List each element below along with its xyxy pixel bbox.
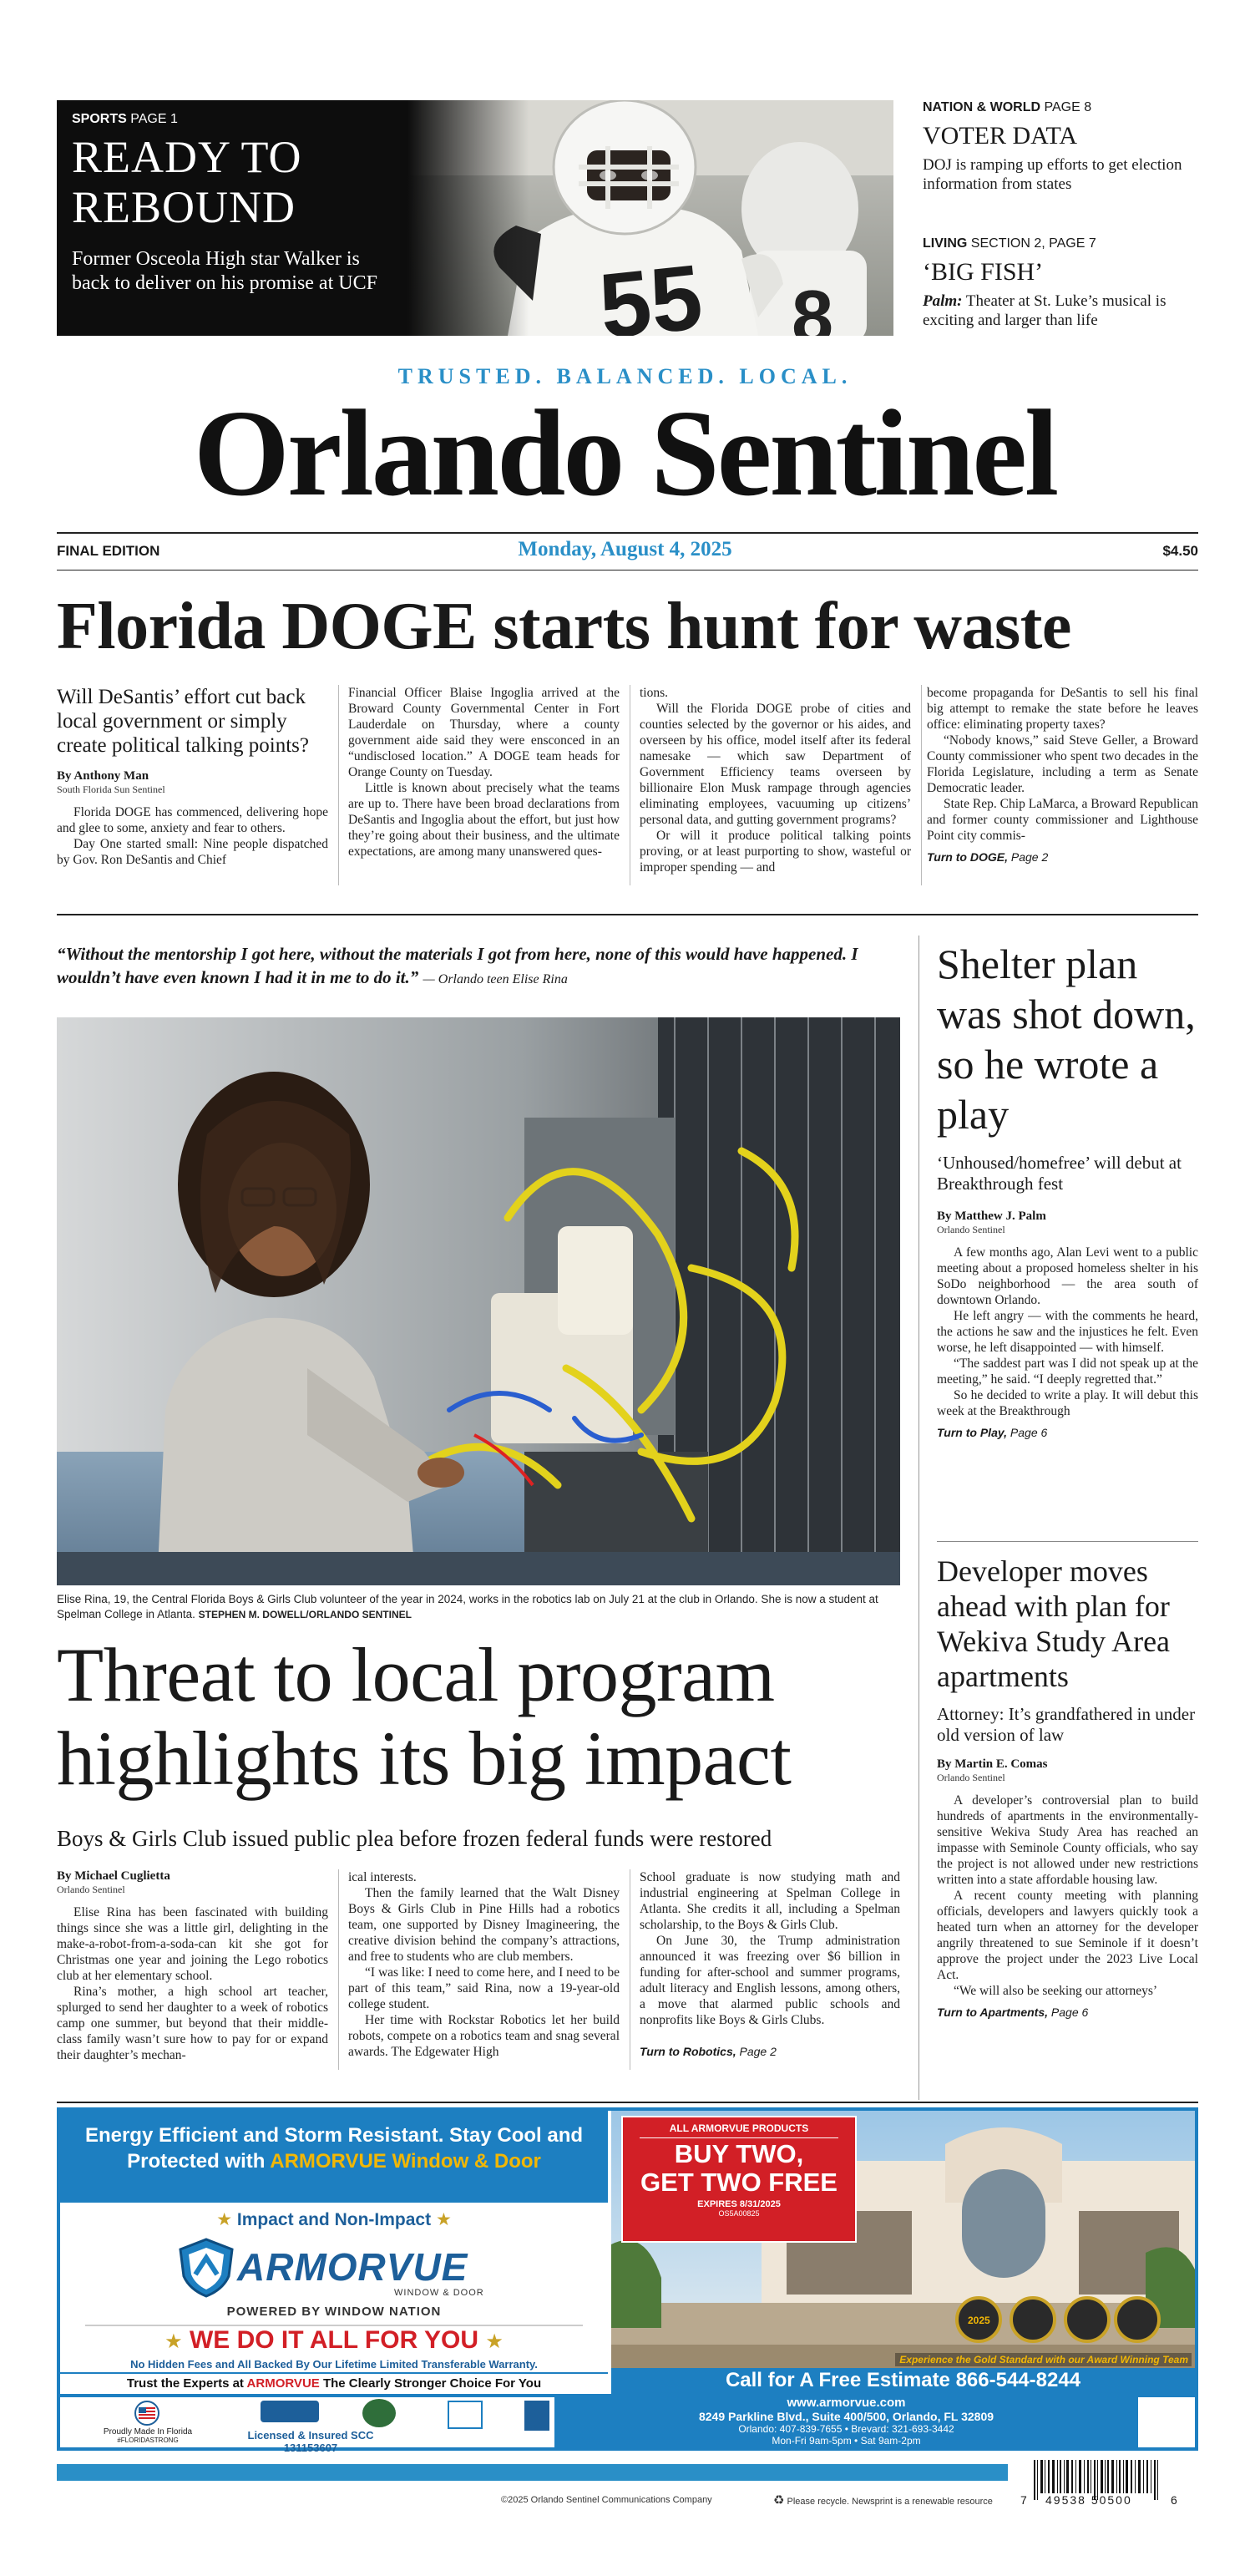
teaser-section: NATION & WORLD [923, 100, 1041, 114]
ad-headline: Energy Efficient and Storm Resistant. Stay Cool and Protected with [84, 2124, 584, 2173]
ad-logo-name: ARMORVUE [237, 2245, 468, 2289]
ad-trust-brand: ARMORVUE [246, 2376, 320, 2391]
armorvue-logo-icon [177, 2238, 235, 2298]
pull-quote: “Without the mentorship I got here, without the materials I got from here, none of this would have happened. I wouldn’t have even known I had it in me to do it.” — Orlando teen Elise Rina [57, 944, 858, 987]
teaser-headline: READY TO [72, 132, 302, 182]
teaser-page: PAGE 1 [130, 112, 178, 126]
copyright: ©2025 Orlando Sentinel Communications Company [501, 2495, 712, 2505]
promo-code: OS5A00825 [718, 2209, 760, 2218]
lead-col-3: tions. Will the Florida DOGE probe of cities and counties selected by the governor or his aides, and overseen by his office, model itself after its federal namesake — which saw Department of Government Efficiency teams overseen by billionaire Elon Musk rampage through agencies eliminating employees, vacuuming up citizens’ personal data, and gutting government programs? Or will it produce political talking points proving, or at least purporting to show, wasteful or improper spending — and [640, 686, 911, 875]
shelter-affiliation: Orlando Sentinel [937, 1224, 1005, 1235]
teaser-section: LIVING [923, 236, 968, 251]
ad-impact: Impact and Non-Impact [236, 2210, 432, 2229]
color-bar [57, 2464, 1008, 2481]
feature-headline[interactable]: Threat to local program highlights its big impact [57, 1632, 792, 1801]
award-badge-icon [362, 2399, 396, 2427]
ad-trust-prefix: Trust the Experts at [126, 2376, 244, 2391]
award-year: 2025 [968, 2315, 990, 2326]
teaser-headline: REBOUND [72, 182, 296, 232]
promo-expires: EXPIRES 8/31/2025 [697, 2199, 781, 2209]
shelter-byline: By Matthew J. Palm [937, 1209, 1046, 1223]
promo-top: ALL ARMORVUE PRODUCTS [669, 2122, 809, 2134]
issue-date: Monday, August 4, 2025 [518, 538, 732, 560]
developer-deck: Attorney: It’s grandfathered in under old version of law [937, 1704, 1196, 1745]
shelter-deck: ‘Unhoused/homefree’ will debut at Breakthrough fest [937, 1153, 1182, 1194]
quote-attribution: — Orlando teen Elise Rina [423, 972, 568, 986]
nation-teaser[interactable] [923, 100, 1198, 194]
ad-address: 8249 Parkline Blvd., Suite 400/500, Orlando, FL 32809 [698, 2410, 994, 2423]
barcode-suffix: 6 [1171, 2493, 1177, 2507]
ad-warranty: No Hidden Fees and All Backed By Our Lifetime Limited Transferable Warranty. [130, 2358, 538, 2371]
photo-caption-ad: Experience the Gold Standard with our Award Winning Team [895, 2353, 1192, 2366]
lead-body: Florida DOGE has commenced, delivering hope and glee to some, anxiety and fear to others. Day One started small: Nine people dispatched by Gov. Ron DeSantis and Chief [57, 805, 328, 867]
ad-powered: POWERED BY WINDOW NATION [226, 2305, 442, 2319]
developer-byline: By Martin E. Comas [937, 1757, 1048, 1771]
ad-made-in: Proudly Made In Florida #FLORIDASTRONG [103, 2427, 193, 2444]
ad-slogan: WE DO IT ALL FOR YOU [189, 2326, 479, 2354]
feature-jump[interactable]: Turn to Robotics, Page 2 [640, 2045, 777, 2058]
promo-line2: GET TWO FREE [640, 2168, 838, 2197]
lead-byline: By Anthony Man [57, 769, 149, 783]
teaser-headline: VOTER DATA [923, 122, 1078, 150]
energy-star-icon [448, 2401, 483, 2429]
recycle-note: ♻ Please recycle. Newsprint is a renewable resource [773, 2493, 993, 2508]
lead-col-4: become propaganda for DeSantis to sell his final big attempt to remake the state before he leaves office: eliminating property taxes? “Nobody knows,” said Steve Geller, a Broward County commissioner who spent two decades in the Florida Legislature, including a term as Senate Democratic leader. State Rep. Chip LaMarca, a Broward Republican and former county commissioner and Lighthouse Point city commis- Turn to DOGE, Page 2 [927, 686, 1198, 864]
usa-flag-icon [132, 2401, 162, 2426]
armorvue-ad[interactable] [57, 2107, 1198, 2397]
masthead-title: Orlando Sentinel [193, 385, 1057, 522]
barcode-digits: 49538 50500 [1045, 2493, 1132, 2507]
shelter-story: Shelter plan was shot down, so he wrote a play ‘Unhoused/homefree’ will debut at Breakthrough fest By Matthew J. Palm Orlando Sentinel A few months ago, Alan Levi went to a public meeting about a proposed homeless shelter in his SoDo neighborhood — the area south of downtown Orlando. He left angry — with the comments he heard, the actions he saw and the injustices he felt. Even worse, he left disappointed — with himself. “The saddest part was I did not speak up at the meeting,” he said. “I deeply regretted that.” So he decided to write a play. It will debut this week at the Breakthrough Turn to Play, Page 6 [937, 941, 1198, 1439]
sports-teaser[interactable] [57, 100, 893, 336]
lead-jump[interactable]: Turn to DOGE, Page 2 [927, 850, 1049, 864]
shelter-jump[interactable]: Turn to Play, Page 6 [937, 1426, 1048, 1439]
feature-affiliation: Orlando Sentinel [57, 1884, 125, 1895]
star-icon: ★ [216, 2210, 233, 2229]
feature-col-1: By Michael Cuglietta Orlando Sentinel Elise Rina has been fascinated with building things since she was a little girl, delighting in the make-a-robot-from-a-soda-can kit she got for Christmas one year and joining the Lego robotics club at her elementary school. Rina’s mother, a high school art teacher, splurged to send her daughter to a week of robotics camp one summer, but beyond that their middle-class family wasn’t sure how to pay for or expand their daughter’s mechan- [57, 1869, 328, 2062]
recycle-icon: ♻ [773, 2493, 785, 2508]
football-player-photo [407, 100, 893, 336]
developer-story: Developer moves ahead with plan for Wekiva Study Area apartments Attorney: It’s grandfathered in under old version of law By Martin E. Comas Orlando Sentinel A developer’s controversial plan to build hundreds of apartments in the environmentally-sensitive Wekiva Study Area has reached an impasse with Seminole County officials, who say the project is not allowed under new restrictions written into a state affordable housing law. A recent county meeting with planning officials, developers and lawyers quickly took a heated turn when an attorney for the developer angrily threatened to sue Seminole if it doesn’t approve the project under the 2023 Live Local Act. “We will also be seeking our attorneys’ Turn to Apartments, Page 6 [937, 1554, 1198, 2019]
star-icon: ★ [485, 2330, 504, 2353]
star-icon: ★ [435, 2210, 452, 2229]
feature-col-3: School graduate is now studying math and industrial engineering at Spelman College in Atlanta. She credits it all, including a Spelman scholarship, to the Boys & Girls Club. On June 30, the Trump administration announced it was freezing over $6 billion in funding for after-school and summer programs, adult literacy and English lessons, among others, a move that alarmed public schools and nonprofits like Boys & Girls Clubs. Turn to Robotics, Page 2 [640, 1870, 900, 2058]
teaser-deck: Former Osceola High star Walker is back to deliver on his promise at UCF [72, 248, 377, 294]
price: $4.50 [1162, 543, 1198, 559]
teaser-headline: ‘BIG FISH’ [923, 258, 1044, 286]
ad-hours: Mon-Fri 9am-5pm • Sat 9am-2pm [772, 2435, 921, 2447]
ad-brand: ARMORVUE Window & Door [270, 2150, 541, 2173]
bbb-icon [524, 2401, 549, 2431]
lead-headline[interactable]: Florida DOGE starts hunt for waste [57, 590, 1071, 663]
ad-trust-suffix: The Clearly Stronger Choice For You [322, 2376, 542, 2391]
living-teaser[interactable] [923, 236, 1198, 330]
lead-deck: Will DeSantis’ effort cut back local government or simply create political talking points? [57, 686, 309, 757]
feature-deck: Boys & Girls Club issued public plea before frozen federal funds were restored [57, 1826, 772, 1851]
masthead-tagline: TRUSTED. BALANCED. LOCAL. [397, 364, 853, 388]
edition-label: FINAL EDITION [57, 543, 160, 559]
star-icon: ★ [164, 2330, 183, 2353]
lead-col-1 [57, 685, 328, 868]
photo-caption: Elise Rina, 19, the Central Florida Boys & Girls Club volunteer of the year in 2024, works in the robotics lab on July 21 at the club in Orlando. She is now a student at Spelman College in Atlanta. STEPHEN M. DOWELL/ORLANDO SENTINEL [57, 1593, 878, 1620]
feature-byline: By Michael Cuglietta [57, 1869, 170, 1883]
lead-affiliation: South Florida Sun Sentinel [57, 783, 165, 795]
ad-license: Licensed & Insured SCC 131153607 [247, 2429, 374, 2454]
teaser-page: PAGE 8 [1044, 100, 1092, 114]
teaser-deck: DOJ is ramping up efforts to get election information from states [923, 156, 1182, 193]
shelter-headline[interactable]: Shelter plan was shot down, so he wrote a play [937, 941, 1196, 1138]
feature-col-2: ical interests. Then the family learned that the Walt Disney Boys & Girls Club in Pine Hills had a robotics team, one supported by Disney Imagineering, the creative division behind the company’s attractions, and free to students who are club members. “I was like: I need to come here, and I need to be part of this team,” said Rina, now a 19-year-old college student. Her time with Rockstar Robotics let her build robots, compete on a robotics team and snag several awards. The Edgewater High [348, 1870, 620, 2059]
ad-logo-sub: WINDOW & DOOR [394, 2288, 484, 2298]
lead-col-2: Financial Officer Blaise Ingoglia arrived at the Broward County Governmental Center in Fort Lauderdale on Thursday, where a county government aide said they were ensconced in an “undisclosed location.” A DOGE team heads for Orange County on Tuesday. Little is known about precisely what the teams are up to. There have been broad declarations from DeSantis and Ingoglia about the effort, but just how they’re going about their business, and the ultimate expectations, are among many unanswered ques- [348, 686, 620, 859]
ad-lower-strip [57, 2396, 1198, 2454]
ad-phones: Orlando: 407-839-7655 • Brevard: 321-693-3442 [738, 2423, 954, 2435]
teaser-page: SECTION 2, PAGE 7 [970, 236, 1096, 251]
barcode [1020, 2460, 1187, 2510]
teaser-section: SPORTS [72, 112, 127, 126]
promo-line1: BUY TWO, [674, 2139, 804, 2168]
photo-credit: STEPHEN M. DOWELL/ORLANDO SENTINEL [198, 1609, 412, 1620]
teaser-kicker: Palm: [923, 292, 963, 310]
developer-headline[interactable]: Developer moves ahead with plan for Wekiva Study Area apartments [937, 1554, 1171, 1693]
award-badge-icon [261, 2401, 319, 2422]
developer-affiliation: Orlando Sentinel [937, 1772, 1005, 1783]
ad-promo [621, 2116, 857, 2243]
ad-cta[interactable]: Call for A Free Estimate 866-544-8244 [725, 2369, 1081, 2391]
robotics-lab-photo[interactable] [57, 1017, 900, 1585]
teaser-deck: Theater at St. Luke’s musical is exciting and larger than life [923, 292, 1166, 329]
barcode-prefix: 7 [1020, 2493, 1027, 2507]
ad-website[interactable]: www.armorvue.com [787, 2396, 906, 2410]
developer-jump[interactable]: Turn to Apartments, Page 6 [937, 2006, 1089, 2019]
